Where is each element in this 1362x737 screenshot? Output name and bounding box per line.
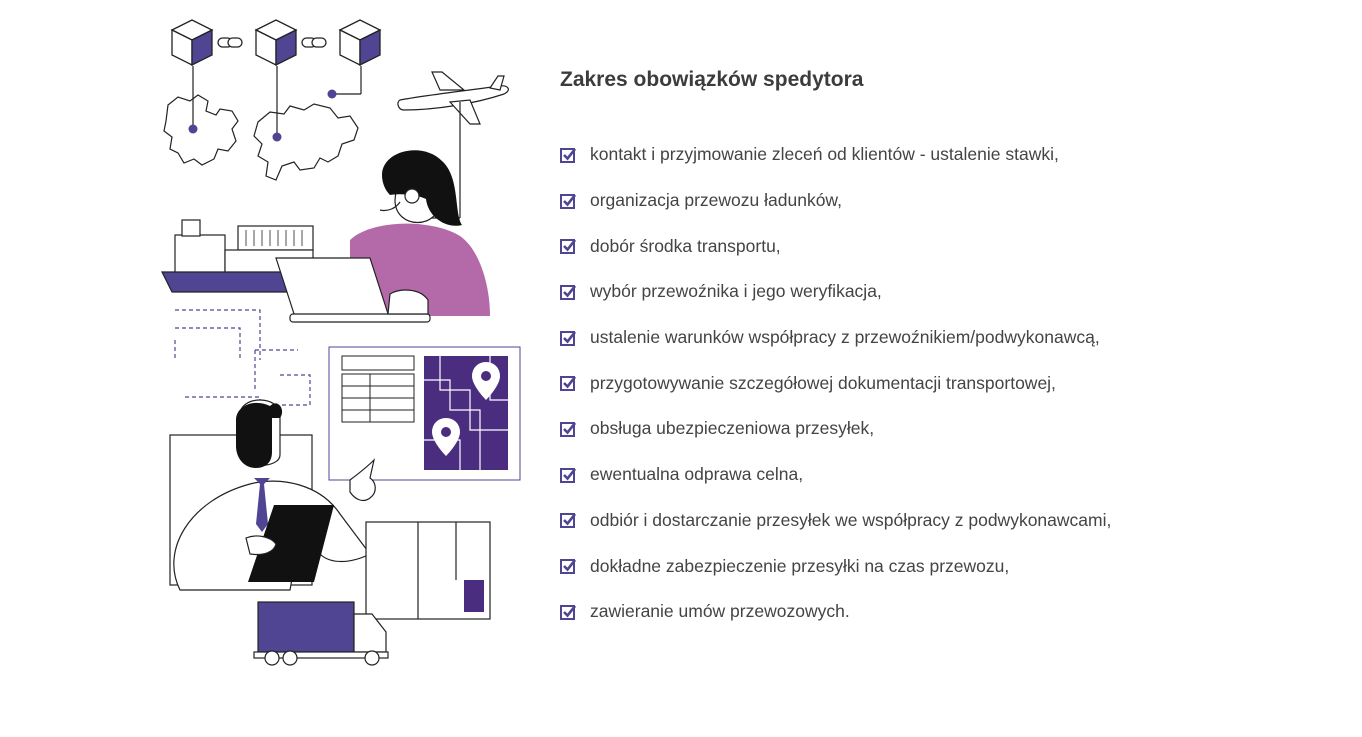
list-item-text: ewentualna odprawa celna, (590, 464, 804, 485)
list-item (560, 360, 1280, 406)
list-item-text: przygotowywanie szczegółowej dokumentacji transportowej, (590, 372, 1056, 393)
checkbox-check-icon (560, 330, 576, 346)
list-item-text: dokładne zabezpieczenie przesyłki na czas przewozu, (590, 555, 1010, 576)
list-item-text: ustalenie warunków współpracy z przewoźnikiem/podwykonawcą, (590, 327, 1100, 348)
checkbox-check-icon (560, 193, 576, 209)
checkbox-check-icon (560, 558, 576, 574)
logistics-illustration (150, 10, 530, 680)
list-item (560, 315, 1280, 361)
list-item-text: wybór przewoźnika i jego weryfikacja, (590, 281, 882, 302)
route-map-panel (329, 347, 520, 480)
duties-list (560, 132, 1280, 635)
checkbox-check-icon (560, 604, 576, 620)
list-item-text: kontakt i przyjmowanie zleceń od klientów - ustalenie stawki, (590, 144, 1059, 165)
checkbox-check-icon (560, 238, 576, 254)
list-item (560, 498, 1280, 544)
list-item (560, 132, 1280, 178)
checkbox-check-icon (560, 512, 576, 528)
checkbox-check-icon (560, 467, 576, 483)
list-item (560, 178, 1280, 224)
list-item (560, 223, 1280, 269)
list-item-text: organizacja przewozu ładunków, (590, 190, 842, 211)
list-item-text: zawieranie umów przewozowych. (590, 601, 850, 622)
checkbox-check-icon (560, 375, 576, 391)
duties-section (560, 64, 1280, 635)
list-item (560, 589, 1280, 635)
list-item (560, 269, 1280, 315)
checkbox-check-icon (560, 421, 576, 437)
list-item (560, 406, 1280, 452)
checkbox-check-icon (560, 284, 576, 300)
blockchain-cubes-icon (172, 20, 380, 65)
section-title: Zakres obowiązków spedytora (560, 68, 864, 91)
airplane-icon (398, 72, 508, 124)
checkbox-check-icon (560, 147, 576, 163)
list-item-text: odbiór i dostarczanie przesyłek we współpracy z podwykonawcami, (590, 509, 1112, 530)
package-box-icon (366, 522, 490, 619)
list-item (560, 543, 1280, 589)
list-item-text: obsługa ubezpieczeniowa przesyłek, (590, 418, 875, 439)
list-item-text: dobór środka transportu, (590, 235, 781, 256)
list-item (560, 452, 1280, 498)
